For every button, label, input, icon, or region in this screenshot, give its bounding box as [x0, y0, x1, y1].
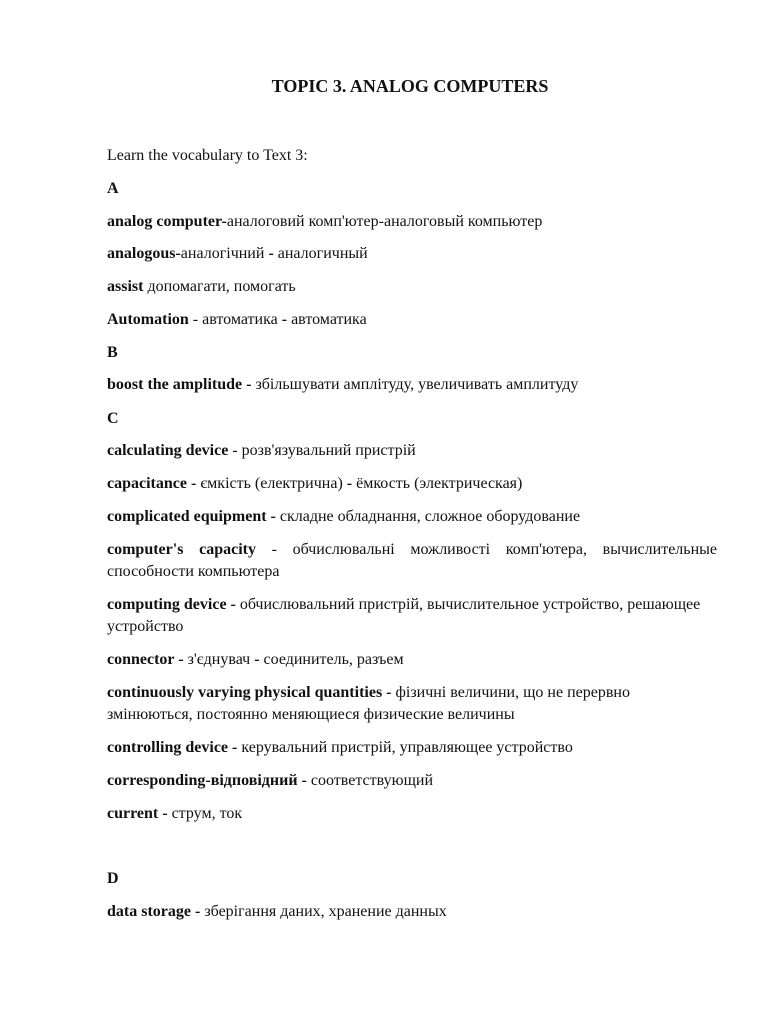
vocab-term: analogous- — [107, 245, 181, 262]
vocab-term: current - — [107, 805, 168, 822]
vocab-term: Automation — [107, 311, 189, 328]
vocab-term: connector - — [107, 651, 184, 668]
vocab-entry — [107, 901, 717, 923]
vocab-translation: соответствующий — [306, 772, 434, 789]
vocab-term: data storage - — [107, 903, 201, 920]
vocab-translation: струм, ток — [167, 805, 243, 822]
vocab-term: boost the amplitude - — [107, 376, 252, 393]
vocab-translation: складне обладнання, сложное оборудование — [275, 508, 581, 525]
vocab-entry — [107, 243, 717, 265]
section-letter-a: A — [107, 180, 119, 197]
vocab-translation-ru: ёмкость (электрическая) — [352, 475, 523, 492]
vocab-entry — [107, 473, 717, 495]
vocab-entry — [107, 276, 717, 298]
vocab-term: corresponding-відповідний - — [107, 772, 307, 789]
intro-text: Learn the vocabulary to Text 3: — [107, 147, 308, 164]
vocab-term: computing device - — [107, 596, 236, 613]
vocab-entry — [107, 539, 717, 583]
page-title: TOPIC 3. ANALOG COMPUTERS — [271, 76, 549, 96]
vocab-translation: аналогічний — [180, 245, 269, 262]
vocab-translation: зберігання даних, хранение данных — [200, 903, 447, 920]
vocab-term: computer's capacity — [107, 541, 256, 558]
vocab-translation: керувальний пристрій, управляющее устройство — [237, 739, 573, 756]
vocab-translation-ru: соединитель, разъем — [259, 651, 404, 668]
vocab-entry — [107, 737, 717, 759]
vocab-entry — [107, 770, 717, 792]
vocab-translation: з'єднувач — [183, 651, 255, 668]
vocab-translation: збільшувати амплітуду, увеличивать амплитуду — [251, 376, 579, 393]
section-letter-b: B — [107, 344, 118, 361]
vocab-entry — [107, 682, 717, 726]
vocab-translation: аналоговий комп'ютер-аналоговый компьютер — [226, 213, 543, 230]
vocab-separator: - — [346, 475, 353, 492]
vocab-translation: фізичні величини, що не перервно змінюються, постоянно меняющиеся физические величины — [107, 684, 630, 723]
vocab-translation: обчислювальний пристрій, вычислительное устройство, решающее устройство — [107, 596, 701, 635]
section-letter-c: C — [107, 410, 119, 427]
vocab-translation-ru: аналогичный — [273, 245, 368, 262]
vocab-translation: допомагати, помогать — [143, 278, 296, 295]
vocab-term: continuously varying physical quantities - — [107, 684, 392, 701]
vocab-separator: - — [281, 311, 288, 328]
vocab-term: complicated equipment - — [107, 508, 276, 525]
vocab-term: analog computer- — [107, 213, 227, 230]
vocab-entry — [107, 649, 717, 671]
vocab-entry — [107, 506, 717, 528]
vocab-entry — [107, 211, 717, 233]
vocab-entry — [107, 440, 717, 462]
vocab-translation: ємкість (електрична) — [196, 475, 347, 492]
vocab-entry — [107, 374, 717, 396]
vocab-translation-ru: автоматика — [287, 311, 367, 328]
vocab-separator: - — [254, 651, 260, 668]
vocab-translation: - розв'язувальний пристрій — [228, 442, 416, 459]
vocab-term: capacitance - — [107, 475, 197, 492]
section-letter-d: D — [107, 870, 119, 887]
vocab-entry — [107, 594, 717, 638]
vocab-translation: - обчислювальні можливості комп'ютера, вычислительные способности компьютера — [107, 541, 717, 580]
vocab-entry — [107, 309, 717, 331]
vocab-term: assist — [107, 278, 144, 295]
vocab-term: calculating device — [107, 442, 229, 459]
vocab-entry — [107, 803, 717, 825]
vocab-translation: - автоматика — [188, 311, 282, 328]
vocab-separator: - — [268, 245, 274, 262]
vocab-term: controlling device - — [107, 739, 238, 756]
